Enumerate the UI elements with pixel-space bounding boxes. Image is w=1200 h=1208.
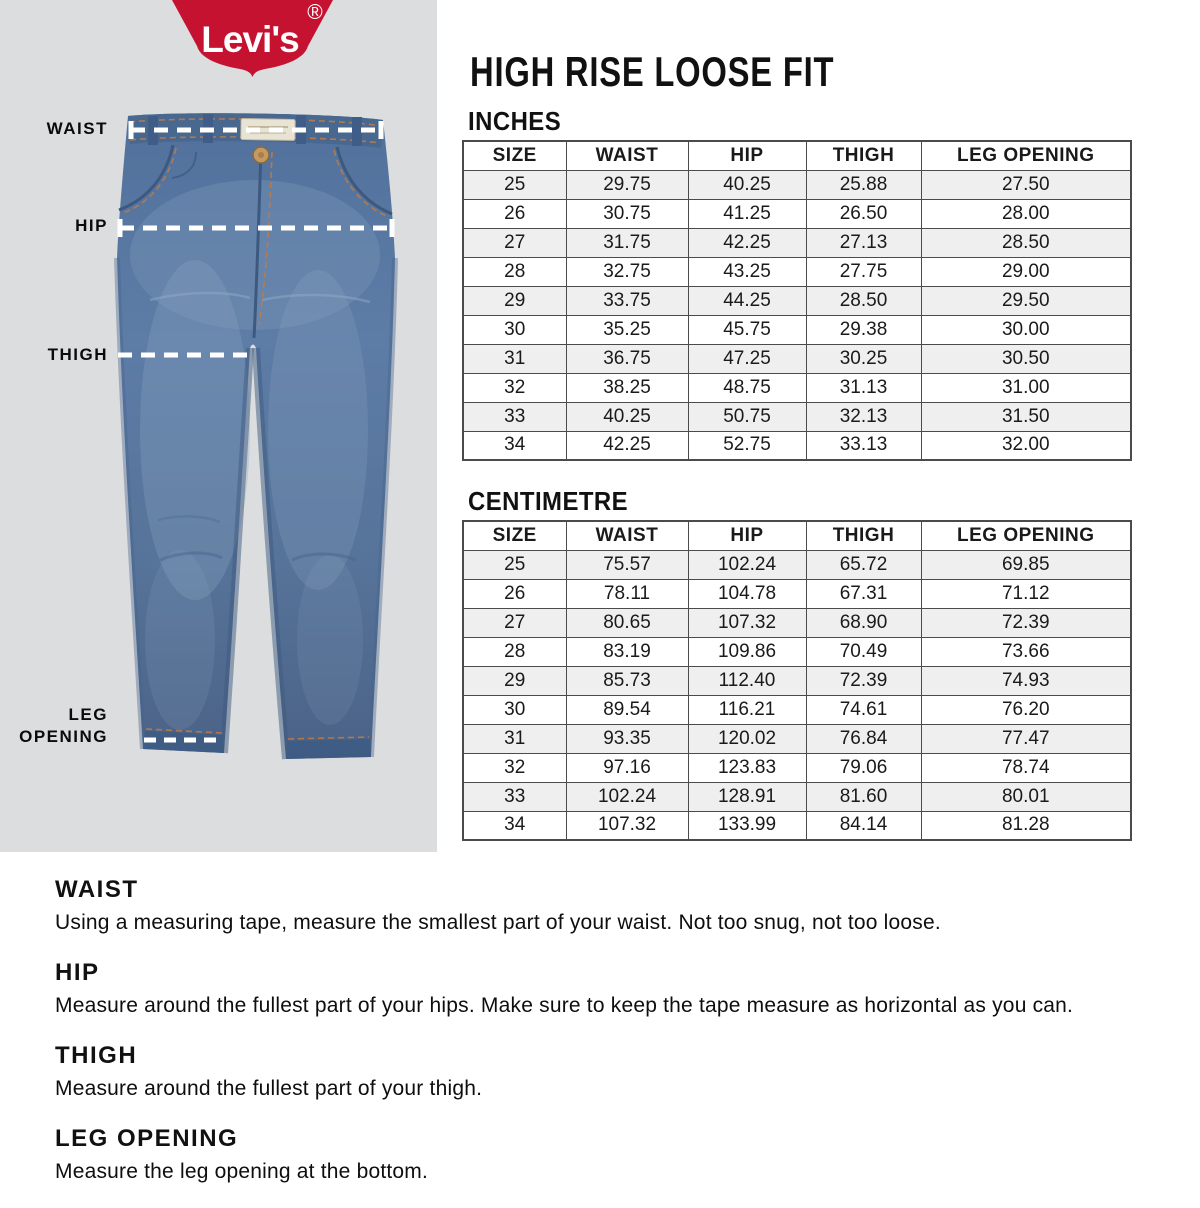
definition-term: THIGH [55, 1042, 138, 1069]
registered-trademark-icon: ® [307, 1, 323, 24]
cell-size: 26 [463, 199, 566, 228]
definition-description: Measure around the fullest part of your thigh. [55, 1077, 483, 1100]
cell-waist: 83.19 [566, 637, 688, 666]
cell-size: 27 [463, 608, 566, 637]
inches-size-table [462, 140, 1132, 461]
inches-section-label: INCHES [468, 106, 562, 136]
cell-leg-opening: 31.00 [921, 373, 1131, 402]
cell-waist: 35.25 [566, 315, 688, 344]
cell-hip: 44.25 [688, 286, 806, 315]
cell-waist: 36.75 [566, 344, 688, 373]
column-header-leg-opening: LEG OPENING [921, 521, 1131, 550]
cell-thigh: 67.31 [806, 579, 921, 608]
cell-thigh: 27.13 [806, 228, 921, 257]
cell-hip: 116.21 [688, 695, 806, 724]
column-header-hip: HIP [688, 141, 806, 170]
definition-thigh [55, 1042, 1175, 1101]
cell-hip: 123.83 [688, 753, 806, 782]
definition-hip [55, 959, 1175, 1018]
cell-leg-opening: 27.50 [921, 170, 1131, 199]
cell-size: 28 [463, 257, 566, 286]
cell-hip: 41.25 [688, 199, 806, 228]
column-header-waist: WAIST [566, 521, 688, 550]
cell-leg-opening: 71.12 [921, 579, 1131, 608]
size-row-30 [463, 695, 1131, 724]
cell-hip: 48.75 [688, 373, 806, 402]
size-row-30 [463, 315, 1131, 344]
size-row-31 [463, 724, 1131, 753]
cell-leg-opening: 30.50 [921, 344, 1131, 373]
header-row [463, 141, 1131, 170]
cell-hip: 133.99 [688, 811, 806, 840]
cell-hip: 40.25 [688, 170, 806, 199]
cell-thigh: 32.13 [806, 402, 921, 431]
column-header-size: SIZE [463, 521, 566, 550]
definition-waist [55, 876, 1175, 935]
cell-hip: 112.40 [688, 666, 806, 695]
size-row-27 [463, 608, 1131, 637]
definition-leg-opening [55, 1125, 1175, 1184]
cell-hip: 120.02 [688, 724, 806, 753]
cell-size: 34 [463, 811, 566, 840]
cell-thigh: 76.84 [806, 724, 921, 753]
cell-leg-opening: 74.93 [921, 666, 1131, 695]
cell-size: 25 [463, 550, 566, 579]
cell-waist: 78.11 [566, 579, 688, 608]
cell-thigh: 30.25 [806, 344, 921, 373]
size-row-27 [463, 228, 1131, 257]
size-row-31 [463, 344, 1131, 373]
cell-size: 32 [463, 753, 566, 782]
centimetre-section [462, 486, 1130, 841]
cell-leg-opening: 30.00 [921, 315, 1131, 344]
cell-waist: 102.24 [566, 782, 688, 811]
cell-size: 29 [463, 286, 566, 315]
size-row-29 [463, 286, 1131, 315]
cell-hip: 42.25 [688, 228, 806, 257]
cell-size: 26 [463, 579, 566, 608]
cell-leg-opening: 78.74 [921, 753, 1131, 782]
definition-term: WAIST [55, 876, 139, 903]
cell-leg-opening: 76.20 [921, 695, 1131, 724]
cell-hip: 45.75 [688, 315, 806, 344]
column-header-thigh: THIGH [806, 521, 921, 550]
size-row-28 [463, 637, 1131, 666]
cell-size: 30 [463, 695, 566, 724]
cell-thigh: 79.06 [806, 753, 921, 782]
cell-hip: 52.75 [688, 431, 806, 460]
definition-description: Measure the leg opening at the bottom. [55, 1160, 429, 1183]
size-row-34 [463, 811, 1131, 840]
header-row [463, 521, 1131, 550]
cell-size: 31 [463, 724, 566, 753]
size-row-26 [463, 199, 1131, 228]
cell-hip: 104.78 [688, 579, 806, 608]
size-row-32 [463, 753, 1131, 782]
cell-thigh: 72.39 [806, 666, 921, 695]
cell-leg-opening: 29.00 [921, 257, 1131, 286]
cell-thigh: 68.90 [806, 608, 921, 637]
cell-waist: 31.75 [566, 228, 688, 257]
thigh-diagram-label: THIGH [47, 345, 108, 364]
cell-thigh: 29.38 [806, 315, 921, 344]
column-header-hip: HIP [688, 521, 806, 550]
size-row-29 [463, 666, 1131, 695]
column-header-size: SIZE [463, 141, 566, 170]
cell-leg-opening: 32.00 [921, 431, 1131, 460]
cell-thigh: 28.50 [806, 286, 921, 315]
cell-waist: 29.75 [566, 170, 688, 199]
column-header-waist: WAIST [566, 141, 688, 170]
size-row-25 [463, 550, 1131, 579]
cell-leg-opening: 29.50 [921, 286, 1131, 315]
cell-thigh: 26.50 [806, 199, 921, 228]
cell-size: 25 [463, 170, 566, 199]
definition-term: HIP [55, 959, 100, 986]
cell-thigh: 33.13 [806, 431, 921, 460]
centimetre-size-table [462, 520, 1132, 841]
cell-size: 31 [463, 344, 566, 373]
cell-leg-opening: 77.47 [921, 724, 1131, 753]
cell-hip: 128.91 [688, 782, 806, 811]
size-row-33 [463, 782, 1131, 811]
cell-leg-opening: 28.00 [921, 199, 1131, 228]
cell-waist: 93.35 [566, 724, 688, 753]
size-row-33 [463, 402, 1131, 431]
cell-waist: 33.75 [566, 286, 688, 315]
cell-thigh: 70.49 [806, 637, 921, 666]
cell-waist: 40.25 [566, 402, 688, 431]
cell-thigh: 84.14 [806, 811, 921, 840]
cell-leg-opening: 31.50 [921, 402, 1131, 431]
waist-diagram-label: WAIST [46, 119, 108, 138]
product-diagram-panel [0, 0, 437, 852]
column-header-thigh: THIGH [806, 141, 921, 170]
cell-leg-opening: 73.66 [921, 637, 1131, 666]
size-row-34 [463, 431, 1131, 460]
definition-term: LEG OPENING [55, 1125, 239, 1152]
page-title: HIGH RISE LOOSE FIT [470, 48, 835, 95]
cell-size: 28 [463, 637, 566, 666]
cell-thigh: 25.88 [806, 170, 921, 199]
cell-leg-opening: 81.28 [921, 811, 1131, 840]
cell-hip: 109.86 [688, 637, 806, 666]
definition-description: Using a measuring tape, measure the smallest part of your waist. Not too snug, not too loose. [55, 911, 941, 934]
cell-thigh: 65.72 [806, 550, 921, 579]
measurement-definitions [55, 876, 1175, 1208]
cell-leg-opening: 69.85 [921, 550, 1131, 579]
cell-waist: 89.54 [566, 695, 688, 724]
leg-opening-label-line1: LEG [68, 705, 108, 724]
leg-opening-label-line2: OPENING [19, 727, 108, 746]
definition-description: Measure around the fullest part of your hips. Make sure to keep the tape measure as horizontal as you can. [55, 994, 1074, 1017]
size-row-25 [463, 170, 1131, 199]
cell-hip: 43.25 [688, 257, 806, 286]
cell-thigh: 81.60 [806, 782, 921, 811]
hip-diagram-label: HIP [75, 216, 108, 235]
cell-size: 29 [463, 666, 566, 695]
cell-hip: 47.25 [688, 344, 806, 373]
leg-opening-diagram-label [0, 704, 108, 748]
size-row-28 [463, 257, 1131, 286]
cell-size: 33 [463, 782, 566, 811]
cell-waist: 97.16 [566, 753, 688, 782]
cell-hip: 107.32 [688, 608, 806, 637]
cell-size: 32 [463, 373, 566, 402]
cell-thigh: 74.61 [806, 695, 921, 724]
cell-hip: 102.24 [688, 550, 806, 579]
size-row-26 [463, 579, 1131, 608]
column-header-leg-opening: LEG OPENING [921, 141, 1131, 170]
cell-waist: 42.25 [566, 431, 688, 460]
cell-waist: 30.75 [566, 199, 688, 228]
cell-waist: 80.65 [566, 608, 688, 637]
cell-leg-opening: 80.01 [921, 782, 1131, 811]
cell-size: 33 [463, 402, 566, 431]
centimetre-section-label: CENTIMETRE [468, 486, 629, 516]
cell-leg-opening: 72.39 [921, 608, 1131, 637]
levis-logo-text: Levi's [201, 19, 299, 60]
cell-hip: 50.75 [688, 402, 806, 431]
cell-waist: 85.73 [566, 666, 688, 695]
cell-waist: 75.57 [566, 550, 688, 579]
cell-waist: 32.75 [566, 257, 688, 286]
size-row-32 [463, 373, 1131, 402]
cell-thigh: 27.75 [806, 257, 921, 286]
cell-size: 27 [463, 228, 566, 257]
cell-waist: 107.32 [566, 811, 688, 840]
cell-waist: 38.25 [566, 373, 688, 402]
inches-section [462, 106, 1130, 461]
cell-thigh: 31.13 [806, 373, 921, 402]
cell-leg-opening: 28.50 [921, 228, 1131, 257]
cell-size: 34 [463, 431, 566, 460]
cell-size: 30 [463, 315, 566, 344]
